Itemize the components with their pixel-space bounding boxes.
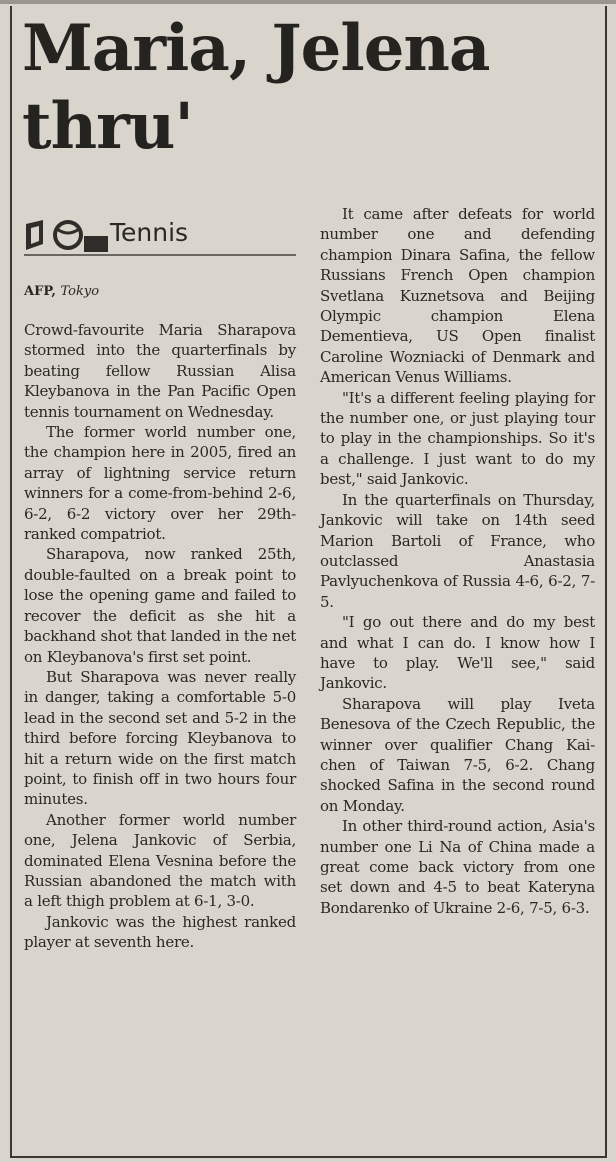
bottom-border-rule (10, 1156, 607, 1158)
headline (22, 10, 602, 166)
tennis-ball-icon (24, 218, 110, 252)
paragraph: "I go out there and do my best and what I can do. I know how I have to play. We'll see," said Jankovic. (320, 613, 595, 693)
headline-line-1: Maria, Jelena (22, 11, 490, 86)
paragraph: Sharapova, now ranked 25th, double-faulted on a break point to lose the opening game and failed to recover the deficit as she hit a backhand shot that landed in the net on Kleybanova's first set point. (24, 545, 296, 666)
section-header (24, 214, 296, 258)
paragraph: In other third-round action, Asia's number one Li Na of China made a great come back victory from one set down and 4-5 to beat Kateryna Bondarenko of Ukraine 2-6, 7-5, 6-3. (320, 817, 595, 917)
paragraph: "It's a different feeling playing for the number one, or just playing tour to play in the championships. So it's a challenge. I just want to do my best," said Jankovic. (320, 388, 595, 489)
byline (24, 282, 99, 302)
paragraph: Jankovic was the highest ranked player at seventh here. (24, 912, 296, 952)
article-column-1 (24, 320, 296, 953)
left-border-rule (10, 6, 12, 1158)
paragraph: The former world number one, the champion here in 2005, fired an array of lightning service return winners for a come-from-behind 2-6, 6-2, 6-2 victory over her 29th-ranked compatriot. (24, 423, 296, 544)
headline-line-2: thru' (22, 89, 193, 164)
right-border-rule (605, 6, 607, 1158)
paragraph: Crowd-favourite Maria Sharapova stormed into the quarterfinals by beating fellow Russian Alisa Kleybanova in the Pan Pacific Open tennis tournament on Wednesday. (24, 321, 296, 421)
article-column-2 (320, 204, 595, 918)
byline-agency: AFP, (24, 284, 56, 299)
section-divider (24, 254, 296, 256)
paragraph: Another former world number one, Jelena Jankovic of Serbia, dominated Elena Vesnina before the Russian abandoned the match with a left thigh problem at 6-1, 3-0. (24, 810, 296, 911)
top-edge (0, 0, 616, 4)
paragraph: In the quarterfinals on Thursday, Jankovic will take on 14th seed Marion Bartoli of France, who outclassed Anastasia Pavlyuchenkova of Russia 4-6, 6-2, 7-5. (320, 490, 595, 611)
paragraph: It came after defeats for world number one and defending champion Dinara Safina, the fellow Russians French Open champion Svetlana Kuznetsova and Beijing Olympic champion Elena Dementieva, US Open finalist Caroline Wozniacki of Denmark and American Venus Williams. (320, 205, 595, 387)
byline-city: Tokyo (60, 284, 100, 299)
section-label: Tennis (110, 218, 189, 247)
paragraph: Sharapova will play Iveta Benesova of the Czech Republic, the winner over qualifier Chang Kai-chen of Taiwan 7-5, 6-2. Chang shocked Safina in the second round on Monday. (320, 694, 595, 815)
paragraph: But Sharapova was never really in danger, taking a comfortable 5-0 lead in the second set and 5-2 in the third before forcing Kleybanova to hit a return wide on the first match point, to finish off in two hours four minutes. (24, 667, 296, 809)
